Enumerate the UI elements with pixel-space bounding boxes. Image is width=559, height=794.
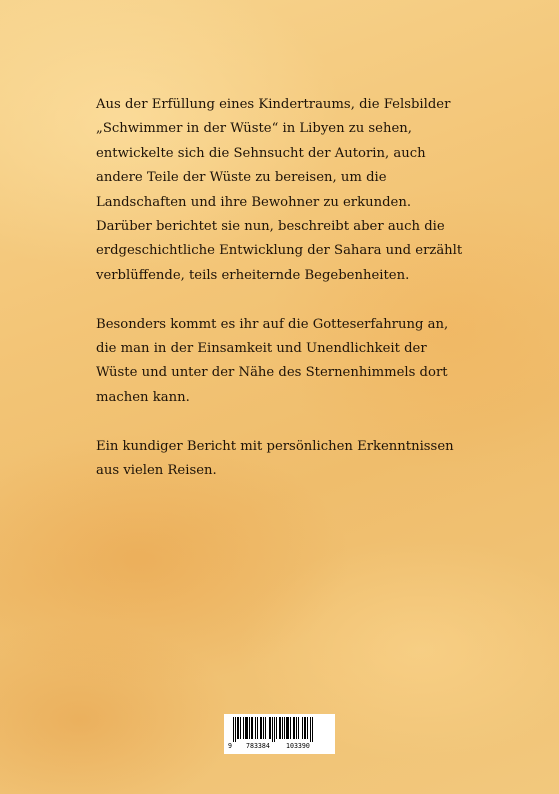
barcode-bar — [302, 717, 303, 739]
barcode-bar — [274, 717, 275, 742]
text-line: Darüber berichtet sie nun, beschreibt aber auch die — [96, 219, 445, 235]
barcode-bar — [290, 717, 291, 739]
barcode-bar — [233, 717, 234, 742]
text-line: entwickelte sich die Sehnsucht der Autorin, auch — [96, 145, 426, 161]
barcode-bar — [286, 717, 289, 739]
barcode-bar — [296, 717, 297, 739]
cover-blurb — [96, 93, 466, 483]
text-line: Wüste und unter der Nähe des Sternenhimmels dort — [96, 365, 448, 381]
barcode-bar — [243, 717, 244, 739]
text-line: aus vielen Reisen. — [96, 463, 217, 479]
blurb-paragraph-1 — [96, 93, 466, 215]
text-line: die man in der Einsamkeit und Unendlichkeit der — [96, 341, 427, 357]
barcode-bar — [240, 717, 241, 739]
barcode-bar — [255, 717, 256, 739]
barcode-bar — [245, 717, 248, 739]
isbn-barcode — [224, 714, 335, 754]
text-line: Ein kundiger Bericht mit persönlichen Erkenntnissen — [96, 438, 454, 454]
barcode-left-group: 783384 — [246, 742, 270, 750]
barcode-bar — [307, 717, 308, 739]
text-line: „Schwimmer in der Wüste“ in Libyen zu sehen, — [96, 121, 412, 137]
barcode-bar — [251, 717, 253, 739]
barcode-bars — [233, 717, 331, 742]
text-line: Aus der Erfüllung eines Kindertraums, die Felsbilder — [96, 97, 451, 112]
barcode-bar — [312, 717, 313, 742]
barcode-bar — [235, 717, 236, 742]
text-line: Landschaften und ihre Bewohner zu erkunden. — [96, 194, 412, 210]
text-line: verblüffende, teils erheiternde Begebenheiten. — [96, 267, 410, 283]
barcode-bar — [304, 717, 306, 739]
barcode-bar — [310, 717, 311, 742]
barcode-bar — [284, 717, 285, 739]
barcode-bar — [279, 717, 281, 739]
barcode-digits — [228, 742, 331, 753]
barcode-bar — [237, 717, 239, 739]
blurb-paragraph-3 — [96, 313, 466, 411]
barcode-bar — [293, 717, 295, 739]
text-line: erdgeschichtliche Entwicklung der Sahara und erzählt — [96, 243, 463, 259]
barcode-bar — [257, 717, 258, 739]
barcode-bar — [282, 717, 283, 739]
barcode-bar — [272, 717, 273, 742]
blurb-paragraph-4 — [96, 435, 466, 484]
barcode-right-group: 103390 — [286, 742, 310, 750]
barcode-bar — [298, 717, 299, 739]
blurb-paragraph-2 — [96, 215, 466, 288]
barcode-bar — [276, 717, 277, 739]
barcode-bar — [249, 717, 250, 739]
barcode-bar — [263, 717, 264, 739]
text-line: Besonders kommt es ihr auf die Gotteserfahrung an, — [96, 316, 449, 332]
barcode-bar — [269, 717, 271, 739]
barcode-bar — [260, 717, 262, 739]
barcode-bar — [265, 717, 266, 739]
text-line: andere Teile der Wüste zu bereisen, um die — [96, 170, 387, 186]
barcode-lead-digit: 9 — [228, 742, 232, 750]
text-line: machen kann. — [96, 389, 190, 405]
